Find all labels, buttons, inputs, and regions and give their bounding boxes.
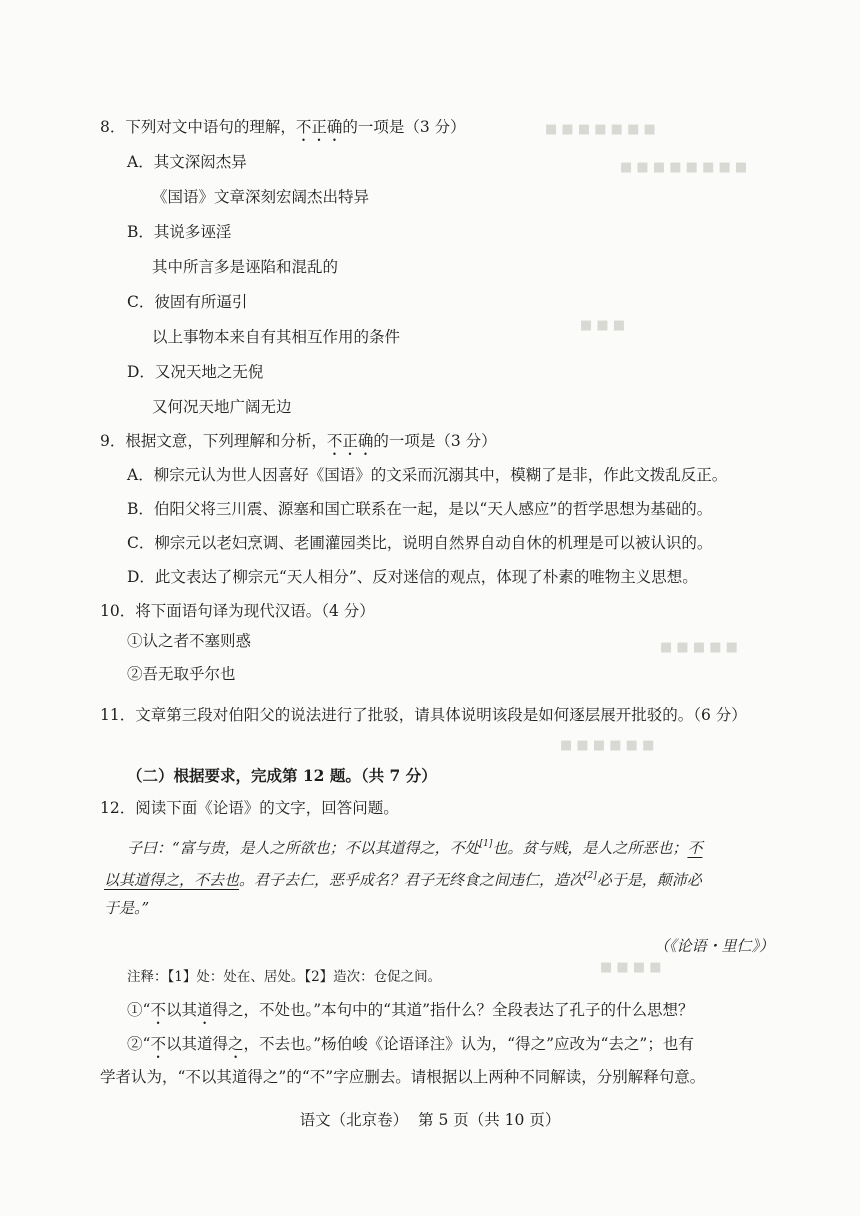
quote-text: 也。贫与贱，是人之所恶也； xyxy=(492,839,688,857)
footnote-ref-1: [1] xyxy=(479,839,493,849)
q8-option-b-explain: 其中所言多是诬陷和混乱的 xyxy=(152,258,339,276)
q12-sub-question-2 xyxy=(127,1033,694,1062)
q8-stem xyxy=(100,116,466,145)
sub-emphasis: 道 xyxy=(196,1001,213,1019)
q9-option-b: B．伯阳父将三川震、源塞和国亡联系在一起，是以“天人感应”的哲学思想为基础的。 xyxy=(127,500,713,518)
q8-option-c: C．彼固有所逼引 xyxy=(127,293,248,311)
q12-note: 注释：【1】处：处在、居处。【2】造次：仓促之间。 xyxy=(127,969,442,985)
bleed-through-mark: ■ ■ ■ xyxy=(580,318,626,333)
q12-sub-question-1 xyxy=(127,999,694,1028)
sub-text: ②“ xyxy=(127,1035,151,1053)
q9-option-c: C．柳宗元以老妇烹调、老圃灌园类比，说明自然界自动自休的机理是可以被认识的。 xyxy=(127,534,713,552)
section-heading: （二）根据要求，完成第 12 题。（共 7 分） xyxy=(127,766,437,785)
q9-stem xyxy=(100,430,497,459)
q8-stem-pre: 8．下列对文中语句的理解， xyxy=(100,118,296,136)
q9-option-a: A．柳宗元认为世人因喜好《国语》的文采而沉溺其中，模糊了是非，作此文拨乱反正。 xyxy=(127,466,728,484)
bleed-through-mark: ■ ■ ■ ■ ■ ■ ■ ■ xyxy=(620,160,748,175)
q12-quote-source: （《论语・里仁》） xyxy=(653,937,774,955)
sub-text: ，不去也。”杨伯峻《论语译注》认为，“得之”应改为“去之”；也有 xyxy=(243,1035,694,1053)
bleed-through-mark: ■ ■ ■ ■ ■ ■ ■ xyxy=(545,122,656,137)
page-footer: 语文（北京卷） 第 5 页（共 10 页） xyxy=(299,1111,561,1129)
sub-emphasis: 之 xyxy=(227,1035,244,1053)
footnote-ref-2: [2] xyxy=(584,871,597,881)
quote-underlined: 以其道得之，不去也 xyxy=(104,871,240,889)
sub-text: 以其 xyxy=(165,1001,197,1019)
q8-option-a: A．其文深闳杰异 xyxy=(127,153,247,171)
sub-text: 以其道得 xyxy=(165,1035,228,1053)
bleed-through-mark: ■ ■ ■ ■ ■ ■ xyxy=(560,738,655,753)
quote-text: 必于是，颠沛必 xyxy=(596,871,702,889)
q12-quote-line-1 xyxy=(127,833,702,859)
quote-underlined: 不 xyxy=(687,839,703,857)
bleed-through-mark: ■ ■ ■ ■ ■ xyxy=(660,640,738,655)
q12-sub-question-2-cont: 学者认为，“不以其道得之”的“不”字应删去。请根据以上两种不同解读，分别解释句意。 xyxy=(100,1068,706,1086)
q8-option-c-explain: 以上事物本来自有其相互作用的条件 xyxy=(152,328,401,346)
q8-stem-emphasis: 不正确 xyxy=(295,118,343,136)
q8-option-a-explain: 《国语》文章深刻宏阔杰出特异 xyxy=(152,188,370,206)
bleed-through-mark: ■ ■ ■ ■ xyxy=(600,960,662,975)
quote-text: 子曰：“富与贵，是人之所欲也；不以其道得之，不处 xyxy=(127,839,480,857)
quote-text: 。君子去仁，恶乎成名？君子无终食之间违仁，造次 xyxy=(239,871,585,889)
q9-stem-pre: 9．根据文意，下列理解和分析， xyxy=(100,432,327,450)
q10-item-1: ①认之者不塞则惑 xyxy=(127,632,252,650)
sub-text: 得之，不处也。”本句中的“其道”指什么？全段表达了孔子的什么思想？ xyxy=(212,1001,694,1019)
sub-emphasis: 不 xyxy=(150,1035,166,1053)
q9-stem-post: 的一项是（3 分） xyxy=(373,432,497,450)
q8-option-d: D．又况天地之无倪 xyxy=(127,363,264,381)
q8-stem-post: 的一项是（3 分） xyxy=(342,118,466,136)
q8-option-b: B．其说多诬淫 xyxy=(127,223,232,241)
q12-stem: 12．阅读下面《论语》的文字，回答问题。 xyxy=(100,799,399,817)
q12-quote-line-3: 于是。” xyxy=(104,899,150,917)
sub-text: ①“ xyxy=(127,1001,151,1019)
q10-stem: 10．将下面语句译为现代汉语。（4 分） xyxy=(100,602,375,620)
q9-option-d: D．此文表达了柳宗元“天人相分”、反对迷信的观点，体现了朴素的唯物主义思想。 xyxy=(127,568,698,586)
q11-stem: 11．文章第三段对伯阳父的说法进行了批驳，请具体说明该段是如何逐层展开批驳的。（6 分） xyxy=(100,706,747,724)
q9-stem-emphasis: 不正确 xyxy=(326,432,374,450)
q8-option-d-explain: 又何况天地广阔无边 xyxy=(152,398,292,416)
sub-emphasis: 不 xyxy=(150,1001,166,1019)
q10-item-2: ②吾无取乎尔也 xyxy=(127,665,236,683)
q12-quote-line-2 xyxy=(104,865,702,891)
